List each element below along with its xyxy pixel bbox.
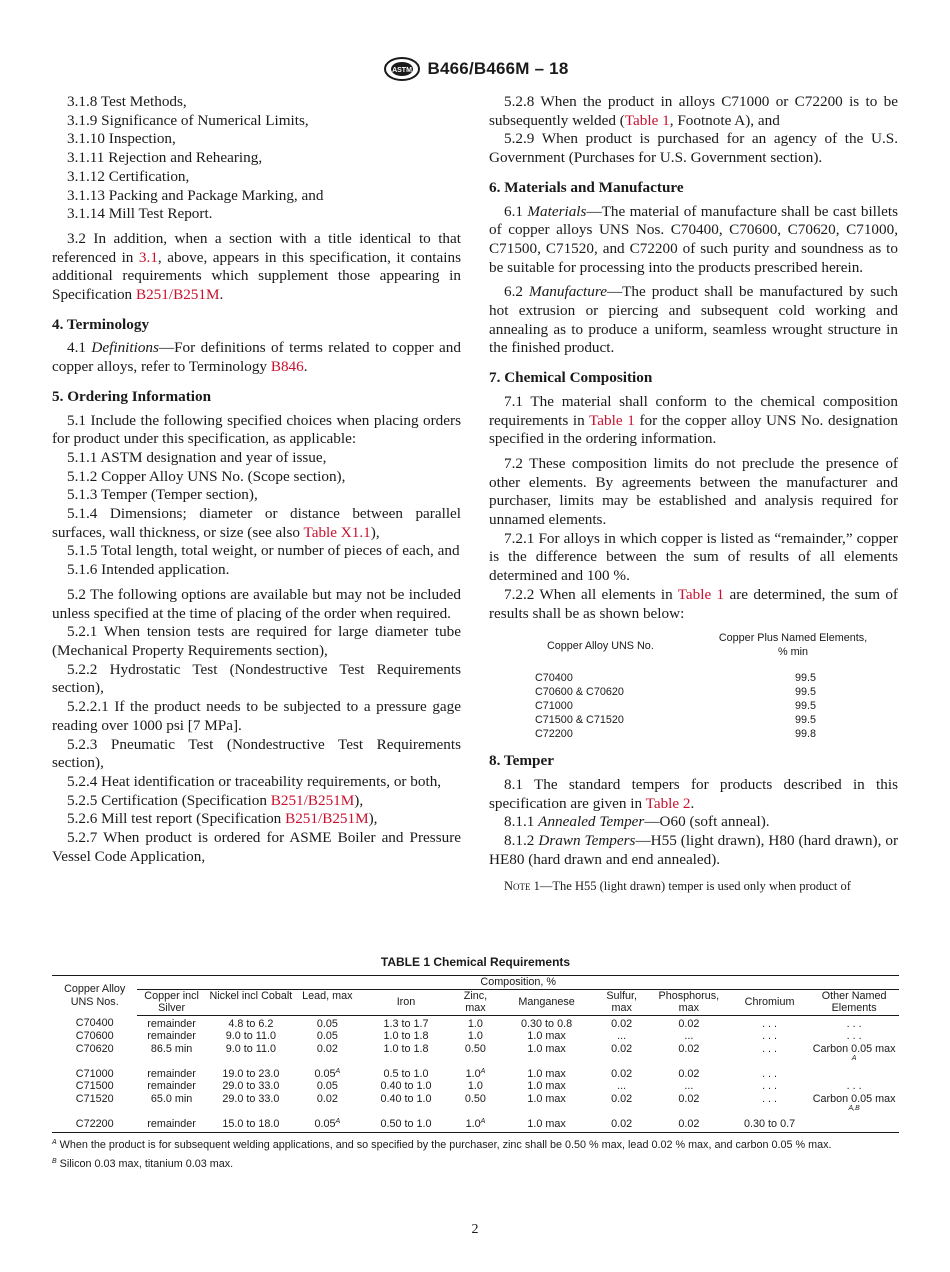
paragraph: 5.2.2 Hydrostatic Test (Nondestructive Test Requirements section), (52, 660, 461, 697)
footnote-a: $^A$ When the product is for subsequent welding applications, and so specified by the purchaser, zinc shall be 0.50 % max, lead 0.02 % max, and carbon 0.05 % max. (52, 1139, 832, 1151)
table-cell-copper: remainder (137, 1118, 205, 1133)
table-row (52, 1093, 899, 1118)
table-cell-manganese: 1.0 max (527, 1080, 566, 1092)
table-cell-chromium: . . . (762, 1017, 778, 1030)
table-cell-chromium: . . . (762, 1042, 778, 1055)
list-item: 3.1.8 Test Methods, (67, 93, 187, 110)
table-cell-sulfur: ... (617, 1030, 627, 1042)
table-link[interactable]: Table 1 (589, 411, 635, 429)
table-cell-lead: 0.02 (316, 1092, 338, 1105)
table-cell-phosphorus: 0.02 (678, 1042, 700, 1055)
table-cell-nickel: 29.0 to 33.0 (222, 1092, 280, 1105)
section-link[interactable]: 3.1 (138, 248, 158, 266)
table-cell-manganese: 1.0 max (498, 1118, 596, 1133)
table-cell-other: . . . (846, 1030, 862, 1042)
paragraph: 5.1.3 Temper (Temper section), (67, 486, 258, 504)
table-cell-manganese: 1.0 max (527, 1067, 566, 1080)
list-item: 3.1.9 Significance of Numerical Limits, (67, 111, 309, 129)
table-row (52, 1030, 899, 1043)
section-heading-chemical: 7. Chemical Composition (489, 369, 653, 387)
group-header: Composition, % (137, 976, 899, 990)
table-cell-iron: 1.0 to 1.8 (383, 1030, 429, 1042)
paragraph: 8.1.1 Annealed Temper—O60 (soft anneal). (504, 813, 770, 831)
section-heading-temper: 8. Temper (489, 752, 554, 770)
column-header: Copper incl Silver (137, 989, 205, 1015)
paragraph: 5.1 Include the following specified choices when placing orders for product under this specification, as applicable: (52, 411, 461, 448)
table-row (52, 1118, 899, 1133)
table-cell-nickel: 9.0 to 11.0 (225, 1042, 276, 1055)
table-cell-zinc: 1.0 (467, 1030, 483, 1042)
list-item: 3.1.10 Inspection, (67, 130, 176, 148)
table-cell-other (809, 1068, 899, 1081)
table-cell-zinc: $1.0^A$ (465, 1067, 486, 1080)
table-cell-nickel: 9.0 to 11.0 (225, 1030, 276, 1042)
paragraph: 8.1.2 Drawn Tempers—H55 (light drawn), H80 (hard drawn), or HE80 (hard drawn and end annealed). (489, 832, 899, 868)
table-row: C71500 & C71520 99.5 (535, 714, 817, 727)
table-row (52, 1043, 899, 1068)
table-cell-manganese: 1.0 max (527, 1042, 566, 1055)
column-header: Manganese (498, 989, 596, 1015)
table-cell-copper: remainder (147, 1080, 196, 1092)
column-header: Phosphorus, max (648, 989, 730, 1015)
table-cell-phosphorus: 0.02 (648, 1118, 730, 1133)
table-cell-zinc: 0.50 (464, 1042, 486, 1055)
list-item: 3.1.12 Certification, (67, 167, 190, 185)
astm-logo-icon (382, 56, 422, 82)
table-cell-copper: remainder (147, 1017, 196, 1030)
paragraph: 5.2.8 When the product in alloys C71000 or C72200 is to be subsequently welded (Table 1, Footnote A), and (489, 93, 898, 129)
paragraph: 5.2.1 When tension tests are required for large diameter tube (Mechanical Property Requirements section), (52, 623, 461, 659)
table-cell-iron: 1.0 to 1.8 (383, 1042, 429, 1055)
paragraph-4-1: 4.1 Definitions—For definitions of terms related to copper and copper alloys, refer to Terminology B846. (52, 339, 461, 376)
table-cell-sulfur: 0.02 (611, 1092, 633, 1105)
paragraph: 5.2.5 Certification (Specification B251/B251M), (67, 791, 364, 809)
table-cell-alloy: C71520 (75, 1092, 114, 1105)
table-cell-copper: 86.5 min (150, 1042, 193, 1055)
table-cell-lead: 0.05 (316, 1030, 338, 1042)
paragraph: 7.2.2 When all elements in Table 1 are determined, the sum of results shall be as shown below: (489, 585, 898, 622)
table-cell-nickel: 4.8 to 6.2 (228, 1017, 274, 1030)
spec-link[interactable]: B251/B251M (135, 286, 220, 304)
svg-text:ASTM: ASTM (391, 67, 412, 74)
table-cell-lead: $0.05^A$ (296, 1118, 359, 1133)
table-row (52, 1068, 899, 1081)
list-item: 3.1.14 Mill Test Report. (67, 205, 213, 223)
table-cell-other: . . . (846, 1080, 862, 1092)
paragraph: 5.2 The following options are available but may not be included unless specified at the time of placing of the order when required. (52, 585, 461, 622)
paragraph: 5.1.6 Intended application. (67, 561, 230, 579)
paragraph: 5.2.4 Heat identification or traceability requirements, or both, (67, 772, 442, 790)
spec-link[interactable]: B251/B251M (285, 810, 369, 828)
column-header: Sulfur, max (596, 989, 648, 1015)
document-title: B466/B466M – 18 (427, 59, 569, 78)
paragraph-3-2: 3.2 In addition, when a section with a title identical to that referenced in 3.1, above, appears in this specification, it contains additional requirements which supplement those appearing in Specification B251/B251M. (52, 229, 461, 304)
table-cell-nickel: 15.0 to 18.0 (206, 1118, 296, 1133)
paragraph: 5.2.9 When product is purchased for an agency of the U.S. Government (Purchases for U.S. Government section). (489, 130, 898, 167)
paragraph: 5.2.3 Pneumatic Test (Nondestructive Test Requirements section), (52, 735, 461, 772)
table-cell-chromium: . . . (762, 1067, 778, 1080)
table-cell-iron: 0.5 to 1.0 (383, 1067, 429, 1080)
column-header: Iron (359, 989, 454, 1015)
table-cell-chromium: 0.30 to 0.7 (730, 1118, 809, 1133)
paragraph-8-1: 8.1 The standard tempers for products described in this specification are given in Table 2. (489, 775, 898, 812)
table-cell-zinc: 1.0 (467, 1017, 483, 1030)
table-link[interactable]: Table 2 (645, 794, 691, 812)
page-number: 2 (471, 1222, 479, 1237)
spec-link[interactable]: B251/B251M (270, 791, 355, 809)
table-cell-other: . . . (846, 1017, 862, 1030)
table-cell-manganese: 0.30 to 0.8 (521, 1017, 573, 1030)
table-cell-alloy: C71500 (75, 1080, 114, 1092)
paragraph-7-1: 7.1 The material shall conform to the chemical composition requirements in Table 1 for the copper alloy UNS No. designation specified in the ordering information. (489, 392, 898, 448)
table-cell-other (809, 1118, 899, 1133)
section-heading-ordering: 5. Ordering Information (52, 387, 212, 405)
table-row (52, 1015, 899, 1030)
table-cell-lead: 0.05 (316, 1017, 338, 1030)
left-column (52, 93, 461, 866)
table-link[interactable]: Table 1 (677, 585, 725, 603)
table-cell-iron: 1.3 to 1.7 (383, 1017, 429, 1030)
table-cell-sulfur: 0.02 (596, 1118, 648, 1133)
paragraph-6-2: 6.2 Manufacture—The product shall be manufactured by such hot extrusion or piercing and subsequent cold working and annealing as to produce a uniform, seamless wrought structure in the finished product. (489, 283, 898, 357)
table-row: C70600 & C70620 99.5 (535, 686, 817, 699)
table-cell-alloy: C70620 (75, 1042, 114, 1055)
table-cell-phosphorus: 0.02 (678, 1017, 700, 1030)
table-row: C70400 99.5 (535, 672, 817, 685)
page-header (0, 56, 950, 82)
table-cell-lead: 0.02 (316, 1042, 338, 1055)
list-item: 3.1.11 Rejection and Rehearing, (67, 149, 263, 167)
column-header: Copper Alloy UNS No. (547, 640, 654, 653)
paragraph: 5.2.7 When product is ordered for ASME Boiler and Pressure Vessel Code Application, (52, 829, 461, 865)
column-header: Copper Alloy UNS Nos. (52, 976, 137, 1016)
table-link[interactable]: Table X1.1 (303, 523, 371, 541)
table-cell-sulfur: 0.02 (611, 1067, 633, 1080)
composition-limits-table (489, 631, 898, 741)
table-cell-sulfur: 0.02 (611, 1042, 633, 1055)
spec-link[interactable]: B846 (270, 358, 304, 376)
column-header: Chromium (730, 989, 809, 1015)
section-heading-materials: 6. Materials and Manufacture (489, 178, 684, 196)
right-column (489, 93, 898, 894)
table-cell-chromium: . . . (762, 1030, 778, 1042)
table-cell-iron: 0.50 to 1.0 (359, 1118, 454, 1133)
column-header: Lead, max (296, 989, 359, 1015)
table-cell-iron: 0.40 to 1.0 (380, 1080, 432, 1092)
footnote-b: $^B$ Silicon 0.03 max, titanium 0.03 max. (52, 1158, 234, 1170)
table-cell-phosphorus: ... (684, 1030, 694, 1042)
table-row: C72200 99.8 (535, 728, 817, 741)
chemical-requirements-table (52, 955, 899, 1171)
table-cell-lead: $0.05^A$ (314, 1067, 341, 1080)
table-cell-lead: 0.05 (316, 1080, 338, 1092)
table-cell-copper: 65.0 min (150, 1092, 193, 1105)
table-cell-phosphorus: ... (684, 1080, 694, 1092)
table-cell-alloy: C72200 (52, 1118, 137, 1133)
table-cell-other: Carbon 0.05 max $^A$ (812, 1042, 896, 1062)
table-cell-zinc: 0.50 (464, 1092, 486, 1105)
paragraph: 5.2.2.1 If the product needs to be subjected to a pressure gage reading over 1000 psi [7 MPa]. (52, 698, 461, 734)
paragraph-6-1: 6.1 Materials—The material of manufacture shall be cast billets of copper alloys UNS Nos. C70400, C70600, C70620, C71000, C71500, C71520, and C72200 of such purity and soundness as to be suitable for processing into the products prescribed herein. (489, 202, 898, 276)
table-cell-alloy: C71000 (75, 1067, 114, 1080)
column-header: Zinc, max (453, 989, 497, 1015)
table-cell-zinc: 1.0 (467, 1080, 483, 1092)
table-cell-alloy: C70400 (75, 1017, 114, 1029)
table-cell-copper: remainder (147, 1067, 196, 1080)
table-cell-copper: remainder (147, 1030, 196, 1042)
table-cell-alloy: C70600 (75, 1030, 114, 1042)
table-cell-chromium: . . . (762, 1092, 778, 1105)
table-cell-zinc: $1.0^A$ (453, 1118, 497, 1133)
paragraph: 5.2.6 Mill test report (Specification B251/B251M), (67, 810, 378, 828)
table-cell-phosphorus: 0.02 (678, 1067, 700, 1080)
column-header: Copper Plus Named Elements, % min (718, 632, 868, 659)
column-header: Other Named Elements (809, 989, 899, 1015)
table-cell-manganese: 1.0 max (527, 1030, 566, 1042)
table-cell-sulfur: ... (617, 1080, 627, 1092)
table-cell-nickel: 19.0 to 23.0 (222, 1067, 280, 1080)
table-cell-other: Carbon 0.05 max $^{A,B}$ (812, 1092, 896, 1112)
paragraph: 5.1.1 ASTM designation and year of issue, (67, 448, 327, 466)
paragraph: 5.1.5 Total length, total weight, or number of pieces of each, and (67, 542, 460, 560)
section-heading-terminology: 4. Terminology (52, 315, 150, 333)
table-cell-chromium: . . . (762, 1080, 778, 1092)
column-header: Nickel incl Cobalt (206, 989, 296, 1015)
paragraph: 5.1.2 Copper Alloy UNS No. (Scope section), (67, 467, 346, 485)
table-row: C71000 99.5 (535, 700, 817, 713)
table-cell-nickel: 29.0 to 33.0 (222, 1080, 280, 1092)
table-cell-phosphorus: 0.02 (678, 1092, 700, 1105)
paragraph: 7.2.1 For alloys in which copper is listed as “remainder,” copper is the difference between the sum of results of all elements determined and 100 %. (489, 529, 898, 585)
note-1: Note 1—The H55 (light drawn) temper is used only when product of (504, 878, 851, 893)
table-cell-manganese: 1.0 max (527, 1092, 566, 1105)
table-title: TABLE 1 Chemical Requirements (380, 955, 571, 969)
table-cell-iron: 0.40 to 1.0 (380, 1092, 432, 1105)
paragraph: 5.1.4 Dimensions; diameter or distance between parallel surfaces, wall thickness, or size (see also Table X1.1), (52, 505, 461, 541)
paragraph-7-2: 7.2 These composition limits do not preclude the presence of other elements. By agreements between the manufacturer and purchaser, limits may be established and analysis required for unnamed elements. (489, 454, 898, 529)
table-link[interactable]: Table 1 (624, 111, 670, 129)
table-row (52, 1080, 899, 1093)
list-item: 3.1.13 Packing and Package Marking, and (67, 186, 324, 204)
table-cell-sulfur: 0.02 (611, 1017, 633, 1030)
